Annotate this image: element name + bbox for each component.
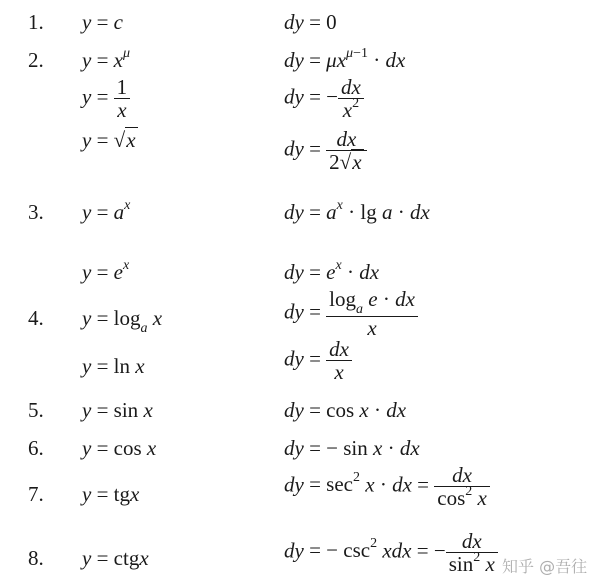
differential-formula: dy = $\frac{dx}{x}$ bbox=[284, 338, 352, 383]
item-number: 6. bbox=[28, 436, 44, 460]
function-formula: $y = e^x$ bbox=[82, 258, 130, 284]
item-number: 7. bbox=[28, 482, 44, 506]
differential-formula: dy = $\mu x^{\mu-1}$ · dx bbox=[284, 46, 406, 72]
function-formula: y = ctgx bbox=[82, 546, 149, 570]
differential-formula: dy = $e^x$ · dx bbox=[284, 258, 380, 284]
watermark-text: 知乎 @吾往 bbox=[502, 557, 588, 576]
differential-formula: dy = − sin x · dx bbox=[284, 436, 420, 460]
differential-formula: dy = $\frac{dx}{2√x}$ bbox=[284, 128, 367, 173]
item-number: 8. bbox=[28, 546, 44, 570]
function-formula: y = $\frac{1}{x}$ bbox=[82, 76, 130, 121]
function-formula: $y = \log_a x$ bbox=[82, 306, 163, 337]
item-number: 4. bbox=[28, 306, 44, 330]
item-number: 2. bbox=[28, 48, 44, 72]
item-number: 3. bbox=[28, 200, 44, 224]
function-formula: y = c bbox=[82, 10, 123, 34]
differential-formula: dy = − $\frac{dx}{x^2}$ bbox=[284, 76, 364, 121]
differential-formula: dy = $a^x \cdot \lg a$ · dx bbox=[284, 198, 430, 224]
differential-formula: dy = cos x · dx bbox=[284, 398, 407, 422]
differential-formula: dy = $\sec^2 x$ · dx = $\frac{dx}{\cos^2 x}$ bbox=[284, 464, 490, 509]
function-formula: y = √x bbox=[82, 128, 136, 152]
differential-formula: dy = − $\csc^2$ xdx = − $\frac{dx}{\sin^2 x}$ bbox=[284, 530, 498, 575]
function-formula: $y = x^\mu$ bbox=[82, 46, 131, 72]
function-formula: y = sin x bbox=[82, 398, 153, 422]
item-number: 5. bbox=[28, 398, 44, 422]
function-formula: $y = a^x$ bbox=[82, 198, 131, 224]
differential-formula: dy = $\frac{\log_a e \cdot dx}{x}$ bbox=[284, 288, 418, 339]
function-formula: y = cos x bbox=[82, 436, 157, 460]
function-formula: y = ln x bbox=[82, 354, 145, 378]
item-number: 1. bbox=[28, 10, 44, 34]
differential-formula: dy = 0 bbox=[284, 10, 337, 34]
function-formula: y = tgx bbox=[82, 482, 140, 506]
